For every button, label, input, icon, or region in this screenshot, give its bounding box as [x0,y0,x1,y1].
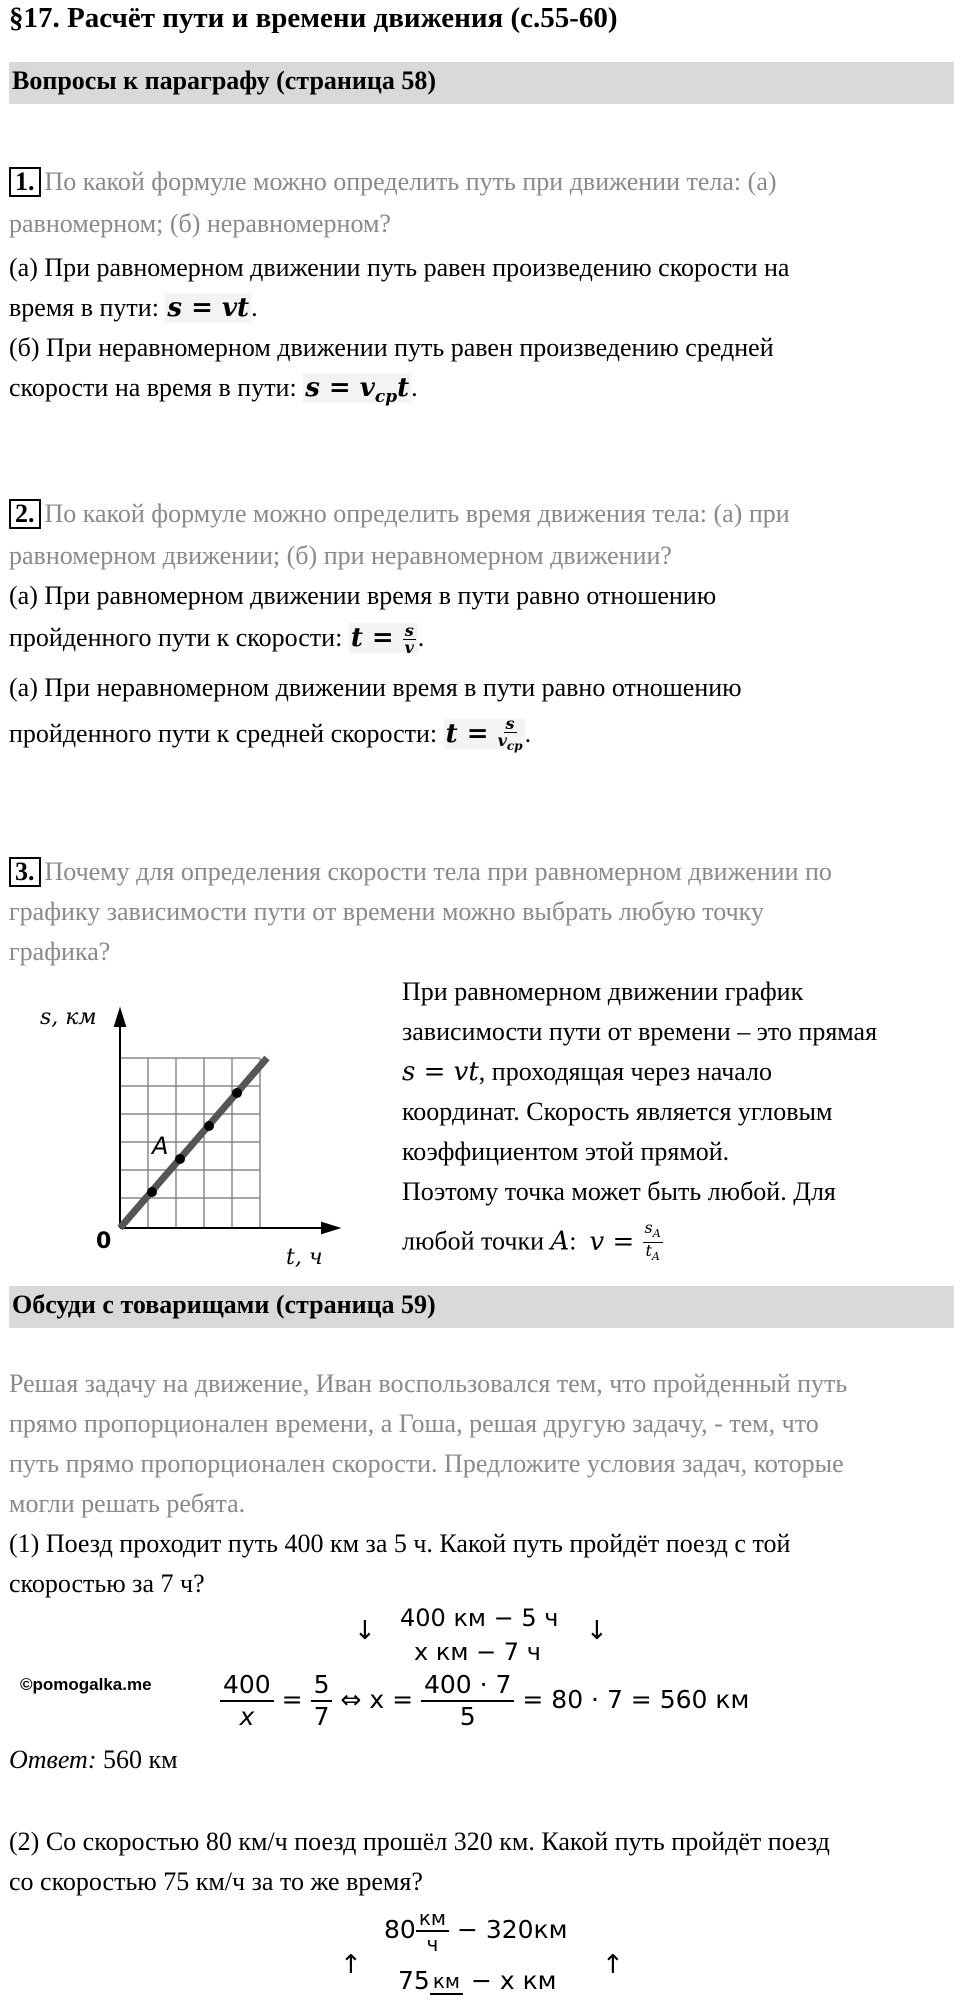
q3-answer-line1: При равномерном движении график [402,977,804,1006]
y-axis-arrow-icon [115,1010,125,1026]
discuss-prompt-line4: могли решать ребята. [9,1489,246,1518]
q3-question-line1: 3. Почему для определения скорости тела при равномерном движении по [9,856,832,888]
graph-point [232,1088,242,1098]
q3-question-line2: графику зависимости пути от времени можно выбрать любую точку [9,897,764,926]
graph-point-label: A [152,1132,169,1160]
q1-answer-a-line2: время в пути: s = vt. [9,293,258,323]
q3-answer-line2: зависимости пути от времени – это прямая [402,1017,878,1046]
q2-answer-b-line2: пройденного пути к средней скорости: t = $\frac{s}{v_{cp}}$ . [9,714,532,754]
problem2-line1: (2) Со скоростью 80 км/ч поезд прошёл 320 км. Какой путь пройдёт поезд [9,1827,830,1856]
problem1-equation: $\frac{400}{x}$ = $\frac{5}{7}$ ⇔ x = $\frac{400 \cdot 7}{5}$ = 80 · 7 = 560 км [220,1670,749,1732]
q1-number: 1. [9,167,41,197]
x-axis-arrow-icon [322,1223,338,1233]
q2-question-line2: равномерном движении; (б) при неравномерном движении? [9,541,672,570]
q3-answer-line7: любой точки A: v = $\frac{s_A}{t_A}$ [402,1218,661,1264]
discuss-prompt-line2: прямо пропорционален времени, а Гоша, решая другую задачу, - тем, что [9,1409,819,1438]
graph-origin: 0 [96,1229,112,1254]
q1-answer-b-line1: (б) При неравномерном движении путь равен произведению средней [9,333,774,362]
problem2-proportion-row2: 75 км − x км [398,1966,557,1995]
q3-number: 3. [9,857,41,887]
q3-answer-line3: s = vt, проходящая через начало [402,1057,773,1087]
q1-answer-a-line1: (а) При равномерном движении путь равен произведению скорости на [9,253,790,282]
problem1-line2: скоростью за 7 ч? [9,1569,205,1598]
graph-point-a [175,1154,185,1164]
arrow-down-icon: ↓ [354,1616,376,1646]
q1-formula-b: $s = v_{cp}t$ [305,373,410,408]
q3-answer-line5: коэффициентом этой прямой. [402,1137,730,1166]
q2-formula-a: t = $\frac{s}{v}$ [349,623,418,653]
graph-xlabel: t, ч [286,1245,323,1270]
problem2-line2: со скоростью 75 км/ч за то же время? [9,1867,423,1896]
q1-question-line2: равномерном; (б) неравномерном? [9,209,391,238]
q1-question-line1: 1. По какой формуле можно определить путь при движении тела: (а) [9,166,777,198]
q2-answer-a-line2: пройденного пути к скорости: t = $\frac{s}{v}$ . [9,620,425,657]
problem1-answer: Ответ: 560 км [9,1745,178,1774]
section-header-discuss: Обсуди с товарищами (страница 59) [9,1286,954,1328]
q1-answer-b-line2: скорости на время в пути: $s = v_{cp}t$. [9,373,418,408]
problem1-proportion-row2: x км − 7 ч [414,1638,541,1666]
section-header-questions: Вопросы к параграфу (страница 58) [9,62,954,104]
q1-formula-a: s = vt [167,293,250,323]
arrow-up-icon: ↑ [602,1950,624,1980]
problem1-proportion-row1: 400 км − 5 ч [400,1604,559,1632]
q3-question-line3: графика? [9,937,111,966]
problem1-line1: (1) Поезд проходит путь 400 км за 5 ч. Какой путь пройдёт поезд с той [9,1529,791,1558]
q2-answer-b-line1: (а) При неравномерном движении время в пути равно отношению [9,673,742,702]
discuss-prompt-line3: путь прямо пропорционален скорости. Предложите условия задач, которые [9,1449,844,1478]
distance-time-graph [40,996,360,1276]
graph-ylabel: s, км [40,1005,97,1030]
arrow-up-icon: ↑ [340,1950,362,1980]
q2-answer-a-line1: (а) При равномерном движении время в пути равно отношению [9,581,717,610]
graph-line [120,1058,267,1228]
q3-answer-line6: Поэтому точка может быть любой. Для [402,1177,836,1206]
discuss-prompt-line1: Решая задачу на движение, Иван воспользовался тем, что пройденный путь [9,1369,848,1398]
arrow-down-icon: ↓ [586,1616,608,1646]
q2-question-line1: 2. По какой формуле можно определить время движения тела: (а) при [9,498,790,530]
graph-point [204,1121,214,1131]
problem2-proportion-row1: 80 км ч − 320км [384,1906,568,1956]
graph-point [147,1187,157,1197]
page-title: §17. Расчёт пути и времени движения (с.55-60) [9,2,618,34]
q3-answer-line4: координат. Скорость является угловым [402,1097,833,1126]
q2-number: 2. [9,499,41,529]
watermark: ©pomogalka.me [20,1675,152,1694]
q3-velocity-formula: v = $\frac{s_A}{t_A}$ [589,1218,661,1264]
q2-formula-b: t = $\frac{s}{v_{cp}}$ [445,714,523,754]
